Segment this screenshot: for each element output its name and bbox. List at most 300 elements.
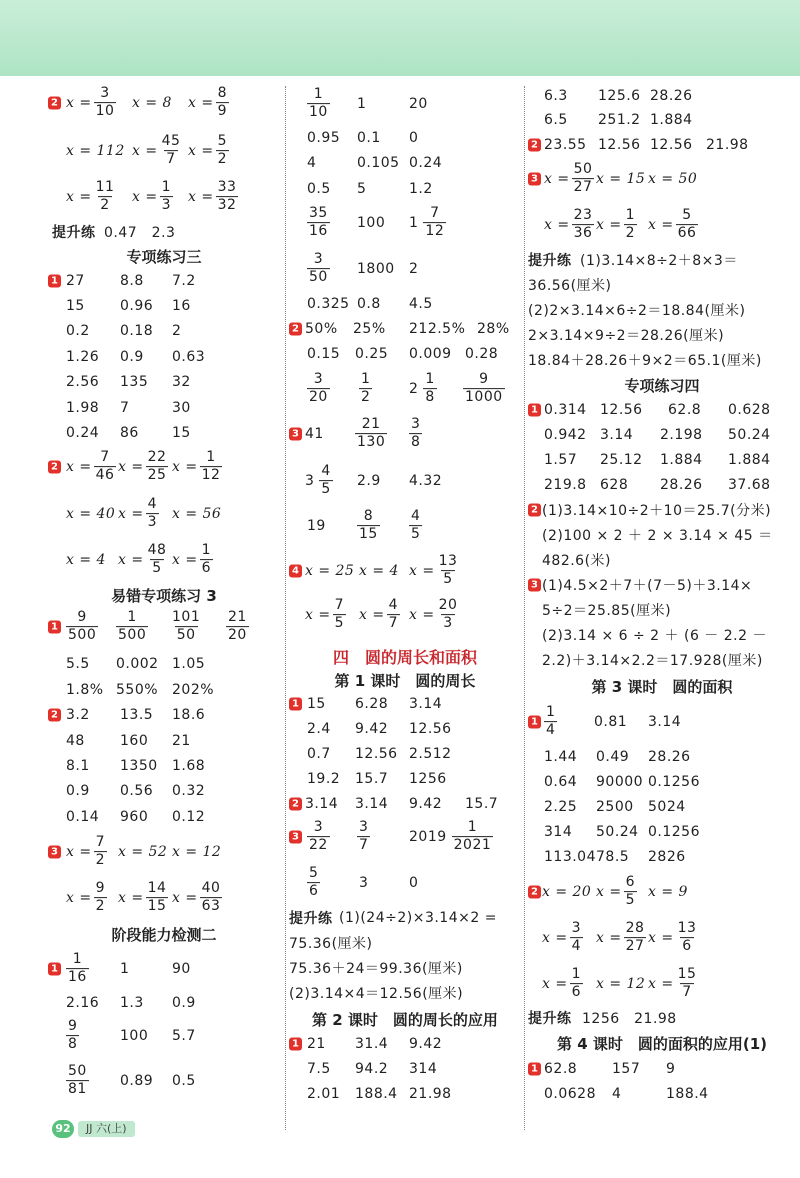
answer-value: 21: [172, 733, 191, 749]
answer-value: 1.26: [66, 349, 100, 365]
answer-value: 0.14: [66, 809, 100, 825]
answer-value: 0.0628: [544, 1086, 596, 1102]
equation: x = 56: [172, 506, 222, 522]
answer-value: 62.8: [544, 1061, 578, 1077]
answer-row: [48, 654, 280, 674]
equation: x = $\frac{33}{32}$: [188, 179, 237, 214]
answer-value: 19: [307, 518, 326, 534]
tisheng-row: [48, 222, 280, 242]
answer-row: [528, 1084, 796, 1104]
answer-line-row: [528, 600, 796, 620]
equation: x = $\frac{23}{36}$: [544, 207, 593, 242]
fraction: $\frac{3}{20}$: [309, 371, 328, 406]
answer-line: 36.56(厘米): [528, 278, 612, 294]
question-number-badge: 1: [528, 716, 541, 729]
lesson-title: 第 2 课时 圆的周长的应用: [312, 1011, 498, 1029]
answer-value: 78.5: [596, 849, 630, 865]
equation: x = $\frac{22}{25}$: [118, 449, 167, 484]
question-number-badge: 1: [289, 1038, 302, 1051]
answer-row: [48, 87, 280, 119]
answer-value: 100: [357, 215, 386, 231]
answer-row: [48, 134, 280, 168]
equation: x = $\frac{4}{3}$: [118, 496, 157, 531]
answer-row: [48, 496, 280, 532]
question-number-badge: 2: [48, 709, 61, 722]
equation: x = $\frac{1}{6}$: [542, 966, 581, 1001]
answer-value: 0.5: [307, 181, 331, 197]
tisheng-label: 提升练: [528, 253, 572, 269]
column-1: [48, 86, 280, 1126]
answer-row: [289, 1034, 521, 1054]
question-number-badge: 2: [48, 97, 61, 110]
column-3: [528, 86, 796, 1126]
answer-value: 188.4: [355, 1086, 398, 1102]
answer-row: [289, 744, 521, 764]
equation: x = $\frac{48}{5}$: [118, 542, 167, 577]
answer-value: 2.25: [544, 799, 578, 815]
answer-value: 7.5: [307, 1061, 331, 1077]
answer-line-row: [528, 650, 796, 670]
answer-value: 0.1256: [648, 824, 700, 840]
answer-value: 2.01: [307, 1086, 341, 1102]
equation: x = 9: [648, 884, 688, 900]
answer-value: 0.105: [357, 155, 400, 171]
answer-value: 12.56: [598, 137, 641, 153]
answer-line-row: [289, 958, 521, 978]
fraction: $\frac{1}{16}$: [68, 951, 87, 986]
answer-value: 0.89: [120, 1073, 154, 1089]
answer-row: [528, 425, 796, 445]
answer-value: 2.9: [357, 473, 381, 489]
answer-value: 1.8%: [66, 682, 104, 698]
answer-row: [48, 542, 280, 578]
equation: x = $\frac{13}{6}$: [648, 920, 697, 955]
tisheng-row: [528, 1008, 796, 1028]
question-number-badge: 1: [48, 621, 61, 634]
equation: x = 12: [172, 844, 222, 860]
answer-value: 15.7: [465, 796, 499, 812]
answer-value: 0.325: [307, 296, 350, 312]
tisheng-label: 提升练: [289, 911, 333, 927]
fraction: $\frac{9}{500}$: [68, 609, 97, 644]
answer-row: [289, 179, 521, 199]
answer-value: 7.2: [172, 273, 196, 289]
answer-line: 18.84＋28.26＋9×2＝65.1(厘米): [528, 353, 762, 369]
answer-value: 12.56: [409, 721, 452, 737]
lesson-title: 第 4 课时 圆的面积的应用(1): [556, 1035, 768, 1053]
question-number-badge: 1: [48, 963, 61, 976]
answer-value: 15.7: [355, 771, 389, 787]
answer-value: 1: [120, 961, 130, 977]
answer-row: [289, 719, 521, 739]
answer-row: [528, 704, 796, 740]
answer-row: [289, 86, 521, 122]
answer-value: 0.15: [307, 346, 341, 362]
answer-line: (1)3.14×8÷2＋8×3＝: [580, 253, 738, 269]
column-divider: [524, 86, 525, 1130]
answer-line-row: [528, 525, 796, 545]
answer-value: 15: [66, 298, 85, 314]
tisheng-label: 提升练: [52, 225, 96, 241]
answer-row: [48, 449, 280, 485]
answer-row: [48, 1018, 280, 1054]
answer-row: [48, 1063, 280, 1099]
answer-value: 27: [66, 273, 85, 289]
equation: x = 12: [596, 976, 646, 992]
fraction: $\frac{3}{22}$: [309, 819, 328, 854]
answer-value: 2.16: [66, 995, 100, 1011]
fraction: $\frac{5}{6}$: [309, 865, 319, 900]
answer-value: 50.24: [596, 824, 639, 840]
answer-value: 0.32: [172, 783, 206, 799]
mixed-number: 3 $\frac{4}{5}$: [305, 463, 331, 498]
answer-value: 0: [409, 130, 419, 146]
equation: x = $\frac{1}{2}$: [596, 207, 635, 242]
answer-value: 1350: [120, 758, 158, 774]
question-number-badge: 1: [528, 1063, 541, 1076]
answer-value: 25%: [353, 321, 386, 337]
answer-value: 8.1: [66, 758, 90, 774]
answer-value: 0.81: [594, 714, 628, 730]
answer-value: 0.24: [409, 155, 443, 171]
equation: x = $\frac{20}{3}$: [409, 597, 458, 632]
equation: x = 4: [359, 563, 399, 579]
answer-value: 2.4: [307, 721, 331, 737]
header-band: [0, 0, 800, 76]
question-number-badge: 2: [48, 461, 61, 474]
equation: x = $\frac{40}{63}$: [172, 880, 221, 915]
answer-value: 1.98: [66, 400, 100, 416]
answer-line: 2×3.14×9÷2＝28.26(厘米): [528, 328, 725, 344]
section-title: 阶段能力检测二: [111, 926, 217, 944]
fraction: $\frac{21}{130}$: [357, 416, 386, 451]
answer-value: 188.4: [666, 1086, 709, 1102]
answer-value: 550%: [116, 682, 159, 698]
answer-line-row: [528, 575, 796, 595]
answer-row: [528, 400, 796, 420]
answer-value: 5024: [648, 799, 686, 815]
answer-value: 0.95: [307, 130, 341, 146]
question-number-badge: 2: [289, 798, 302, 811]
answer-line-row: [289, 983, 521, 1003]
fraction: $\frac{3}{8}$: [411, 416, 421, 451]
answer-value: 31.4: [355, 1036, 389, 1052]
answer-value: 90: [172, 961, 191, 977]
answer-line-row: [289, 933, 521, 953]
equation: x = $\frac{1}{12}$: [172, 449, 221, 484]
answer-line-row: [528, 350, 796, 370]
answer-value: 0.49: [596, 749, 630, 765]
question-number-badge: 1: [528, 404, 541, 417]
answer-value: 0.002: [116, 656, 159, 672]
chapter-title: 四 圆的周长和面积: [332, 648, 477, 667]
answer-line: (1)4.5×2＋7＋(7－5)＋3.14×: [542, 578, 753, 594]
answer-value: 1.3: [120, 995, 144, 1011]
answer-value: 4.5: [409, 296, 433, 312]
question-number-badge: 1: [289, 698, 302, 711]
question-number-badge: 3: [48, 846, 61, 859]
answer-value: 41: [305, 426, 324, 442]
answer-row: [289, 1059, 521, 1079]
answer-value: 1256: [409, 771, 447, 787]
answer-value: 0.25: [355, 346, 389, 362]
answer-row: [289, 553, 521, 589]
equation: x = $\frac{11}{2}$: [66, 179, 115, 214]
answer-row: [289, 508, 521, 544]
answer-row: [48, 951, 280, 987]
answer-value: 9: [666, 1061, 676, 1077]
column-divider: [285, 86, 286, 1130]
answer-row: [289, 694, 521, 714]
answer-value: 9.42: [409, 1036, 443, 1052]
mixed-number: 2019 $\frac{1}{2021}$: [409, 819, 492, 854]
question-number-badge: 2: [528, 139, 541, 152]
equation: x = $\frac{7}{46}$: [66, 449, 115, 484]
answer-value: 113.04: [544, 849, 596, 865]
equation: x = $\frac{15}{7}$: [648, 966, 697, 1001]
equation: x = 4: [66, 552, 106, 568]
answer-value: 18.6: [172, 707, 206, 723]
question-number-badge: 3: [289, 428, 302, 441]
answer-row: [528, 966, 796, 1002]
answer-value: 6.5: [544, 112, 568, 128]
answer-row: [48, 731, 280, 751]
fraction: $\frac{1}{4}$: [546, 704, 556, 739]
answer-row: [528, 920, 796, 956]
question-number-badge: 2: [289, 323, 302, 336]
answer-value: 3: [359, 875, 369, 891]
section-title: 专项练习四: [624, 377, 700, 395]
answer-row: [289, 416, 521, 452]
tisheng-answer: 0.47 2.3: [104, 225, 176, 241]
answer-line: (2)2×3.14×6÷2＝18.84(厘米): [528, 303, 746, 319]
answer-value: 314: [409, 1061, 438, 1077]
answer-value: 2.512: [409, 746, 452, 762]
answer-value: 3.14: [648, 714, 682, 730]
answer-value: 50%: [305, 321, 338, 337]
answer-value: 28.26: [650, 88, 693, 104]
answer-row: [289, 463, 521, 499]
fraction: $\frac{50}{81}$: [68, 1063, 87, 1098]
answer-row: [289, 819, 521, 855]
answer-value: 30: [172, 400, 191, 416]
answer-value: 1.884: [660, 452, 703, 468]
answer-row: [48, 834, 280, 870]
answer-value: 5.5: [66, 656, 90, 672]
fraction: $\frac{35}{16}$: [309, 205, 328, 240]
answer-row: [528, 797, 796, 817]
answer-value: 50.24: [728, 427, 771, 443]
question-number-badge: 2: [528, 504, 541, 517]
fraction: $\frac{3}{7}$: [359, 819, 369, 854]
answer-value: 0.64: [544, 774, 578, 790]
answer-value: 1.68: [172, 758, 206, 774]
tisheng-answer: 1256 21.98: [582, 1011, 677, 1027]
answer-value: 1.2: [409, 181, 433, 197]
book-label: JJ 六(上): [78, 1121, 135, 1137]
answer-value: 6.3: [544, 88, 568, 104]
equation: x = 50: [648, 171, 698, 187]
answer-value: 0.8: [357, 296, 381, 312]
answer-value: 628: [600, 477, 629, 493]
mixed-number: 1 $\frac{7}{12}$: [409, 205, 445, 240]
fraction: $\frac{9}{1000}$: [465, 371, 503, 406]
answer-value: 4.32: [409, 473, 443, 489]
equation: x = $\frac{7}{2}$: [66, 834, 105, 869]
answer-line: (2)3.14 × 6 ÷ 2 ＋ (6 － 2.2 －: [542, 628, 767, 644]
tisheng-row: [289, 908, 521, 928]
fraction: $\frac{101}{50}$: [172, 609, 201, 644]
answer-value: 0.942: [544, 427, 587, 443]
answer-row: [289, 1084, 521, 1104]
fraction: $\frac{3}{50}$: [309, 251, 328, 286]
answer-value: 0.9: [120, 349, 144, 365]
answer-value: 960: [120, 809, 149, 825]
answer-value: 0.18: [120, 323, 154, 339]
answer-value: 0.96: [120, 298, 154, 314]
equation: x = $\frac{1}{6}$: [172, 542, 211, 577]
answer-value: 7: [120, 400, 130, 416]
answer-value: 0.28: [465, 346, 499, 362]
answer-row: [528, 86, 796, 106]
answer-row: [528, 110, 796, 130]
answer-line-row: [528, 550, 796, 570]
equation: x = $\frac{3}{4}$: [542, 920, 581, 955]
answer-value: 4: [612, 1086, 622, 1102]
answer-value: 251.2: [598, 112, 641, 128]
question-number-badge: 3: [528, 173, 541, 186]
answer-value: 23.55: [544, 137, 587, 153]
fraction: $\frac{9}{8}$: [68, 1018, 78, 1053]
fraction: $\frac{1}{500}$: [118, 609, 147, 644]
fraction: $\frac{4}{5}$: [411, 508, 421, 543]
equation: x = $\frac{45}{7}$: [132, 133, 181, 168]
answer-row: [289, 128, 521, 148]
answer-value: 1.44: [544, 749, 578, 765]
answer-value: 3.14: [600, 427, 634, 443]
answer-value: 3.14: [355, 796, 389, 812]
answer-row: [48, 321, 280, 341]
lesson-title: 第 3 课时 圆的面积: [591, 678, 733, 696]
answer-value: 86: [120, 425, 139, 441]
answer-line: (2)100 × 2 ＋ 2 × 3.14 × 45 ＝: [542, 528, 773, 544]
equation: x = $\frac{50}{27}$: [544, 161, 593, 196]
answer-value: 94.2: [355, 1061, 389, 1077]
answer-value: 9.42: [409, 796, 443, 812]
answer-value: 2500: [596, 799, 634, 815]
fraction: $\frac{1}{2}$: [361, 371, 371, 406]
answer-value: 2: [409, 261, 419, 277]
tisheng-label: 提升练: [528, 1011, 572, 1027]
answer-value: 0.1: [357, 130, 381, 146]
equation: x = 40: [66, 506, 116, 522]
answer-value: 6.28: [355, 696, 389, 712]
answer-row: [528, 772, 796, 792]
answer-value: 0.2: [66, 323, 90, 339]
answer-value: 15: [307, 696, 326, 712]
answer-row: [48, 347, 280, 367]
answer-row: [528, 1059, 796, 1079]
answer-row: [289, 251, 521, 287]
answer-row: [528, 450, 796, 470]
answer-value: 1.05: [172, 656, 206, 672]
question-number-badge: 4: [289, 565, 302, 578]
answer-value: 32: [172, 374, 191, 390]
answer-line-row: [528, 500, 796, 520]
answer-line: 75.36＋24＝99.36(厘米): [289, 961, 463, 977]
answer-line-row: [528, 625, 796, 645]
equation: x = 8: [132, 95, 172, 111]
section-title: 易错专项练习 3: [111, 587, 217, 605]
question-number-badge: 3: [528, 579, 541, 592]
answer-row: [48, 296, 280, 316]
equation: x = $\frac{28}{27}$: [596, 920, 645, 955]
answer-value: 62.8: [668, 402, 702, 418]
equation: x = $\frac{3}{10}$: [66, 85, 115, 120]
answer-value: 28.26: [648, 749, 691, 765]
answer-value: 19.2: [307, 771, 341, 787]
answer-row: [528, 207, 796, 243]
answer-line: 75.36(厘米): [289, 936, 373, 952]
question-number-badge: 3: [289, 831, 302, 844]
fraction: $\frac{21}{20}$: [228, 609, 247, 644]
answer-value: 2: [172, 323, 182, 339]
fraction: $\frac{8}{15}$: [359, 508, 378, 543]
answer-value: 12.56: [650, 137, 693, 153]
answer-value: 0.628: [728, 402, 771, 418]
answer-line: (2)3.14×4＝12.56(厘米): [289, 986, 464, 1002]
equation: x = 20: [542, 884, 592, 900]
answer-row: [289, 769, 521, 789]
equation: x = $\frac{14}{15}$: [118, 880, 167, 915]
answer-line: (1)3.14×10÷2＋10＝25.7(分米): [542, 503, 772, 519]
answer-value: 0.63: [172, 349, 206, 365]
question-number-badge: 2: [528, 886, 541, 899]
answer-row: [528, 822, 796, 842]
answer-row: [289, 371, 521, 407]
answer-value: 3.14: [409, 696, 443, 712]
answer-row: [528, 847, 796, 867]
answer-row: [48, 609, 280, 645]
answer-value: 28.26: [660, 477, 703, 493]
answer-value: 1.57: [544, 452, 578, 468]
answer-row: [48, 372, 280, 392]
lesson-title: 第 1 课时 圆的周长: [334, 672, 476, 690]
answer-row: [48, 880, 280, 916]
equation: x = $\frac{5}{2}$: [188, 133, 227, 168]
equation: x = $\frac{7}{5}$: [305, 597, 344, 632]
answer-value: 0.1256: [648, 774, 700, 790]
question-number-badge: 1: [48, 275, 61, 288]
answer-row: [289, 794, 521, 814]
answer-row: [48, 180, 280, 214]
answer-value: 0.5: [172, 1073, 196, 1089]
answer-value: 0.7: [307, 746, 331, 762]
answer-value: 160: [120, 733, 149, 749]
answer-value: 0.314: [544, 402, 587, 418]
answer-row: [528, 874, 796, 910]
answer-value: 212.5%: [409, 321, 466, 337]
answer-value: 5.7: [172, 1028, 196, 1044]
answer-line: (1)(24÷2)×3.14×2 =: [339, 910, 497, 926]
answer-value: 48: [66, 733, 85, 749]
answer-value: 157: [612, 1061, 641, 1077]
answer-row: [48, 781, 280, 801]
answer-value: 8.8: [120, 273, 144, 289]
answer-value: 4: [307, 155, 317, 171]
answer-row: [48, 705, 280, 725]
answer-value: 0.9: [172, 995, 196, 1011]
